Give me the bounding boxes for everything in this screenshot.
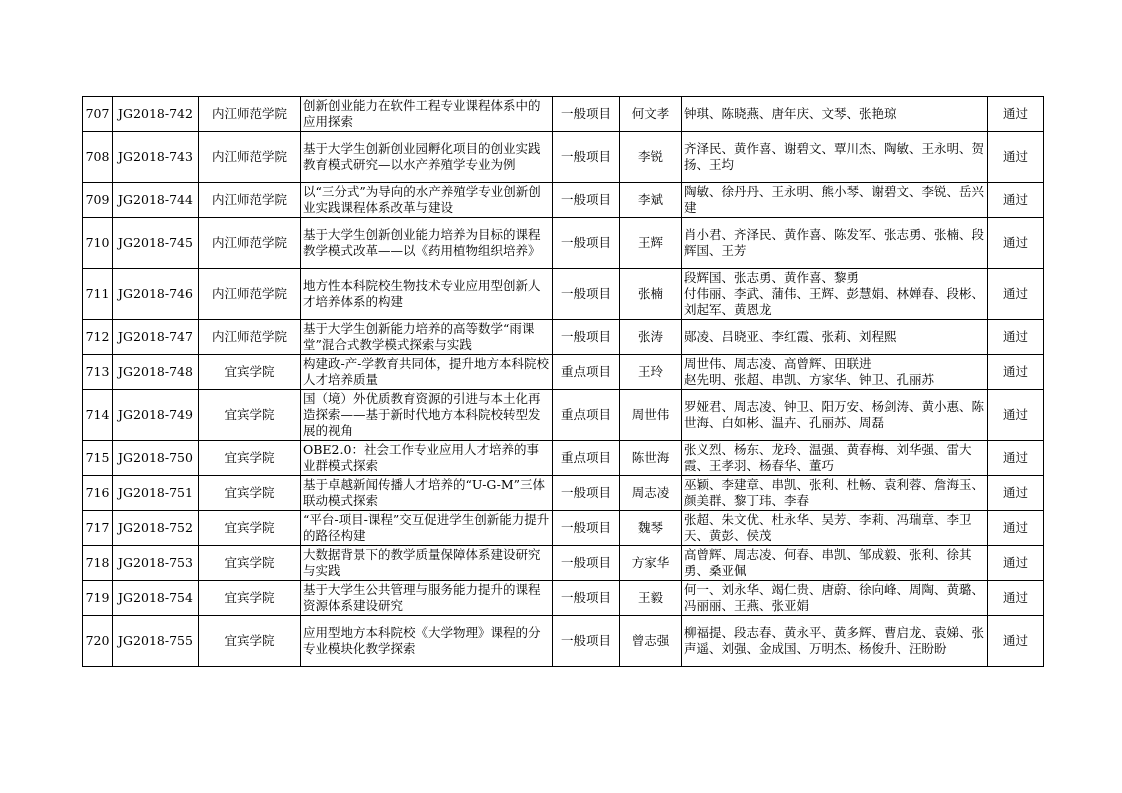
- table-row: [83, 476, 1044, 511]
- table-row: [83, 441, 1044, 476]
- project-type: 一般项目: [553, 476, 620, 511]
- project-code: JG2018-751: [113, 476, 199, 511]
- row-number: 715: [83, 441, 113, 476]
- project-type: 一般项目: [553, 269, 620, 320]
- row-number: 714: [83, 390, 113, 441]
- project-title: 基于卓越新闻传播人才培养的“U-G-M”三体联动模式探索: [301, 476, 553, 511]
- project-code: JG2018-742: [113, 97, 199, 132]
- institution-name: 内江师范学院: [199, 320, 301, 355]
- project-title: 以“三分式”为导向的水产养殖学专业创新创业实践课程体系改革与建设: [301, 183, 553, 218]
- project-type: 一般项目: [553, 511, 620, 546]
- institution-name: 宜宾学院: [199, 546, 301, 581]
- project-leader: 张楠: [620, 269, 682, 320]
- institution-name: 内江师范学院: [199, 97, 301, 132]
- project-code: JG2018-750: [113, 441, 199, 476]
- project-members: 张义烈、杨东、龙玲、温强、黄春梅、刘华强、雷大霞、王孝羽、杨春华、董巧: [682, 441, 988, 476]
- projects-table: [82, 96, 1044, 667]
- project-code: JG2018-754: [113, 581, 199, 616]
- row-number: 710: [83, 218, 113, 269]
- project-type: 重点项目: [553, 390, 620, 441]
- project-members: 钟琪、陈晓燕、唐年庆、文琴、张艳琼: [682, 97, 988, 132]
- project-members: 何一、刘永华、竭仁贵、唐蔚、徐向峰、周陶、黄璐、冯丽丽、王燕、张亚娟: [682, 581, 988, 616]
- project-code: JG2018-745: [113, 218, 199, 269]
- institution-name: 宜宾学院: [199, 476, 301, 511]
- review-result: 通过: [988, 546, 1044, 581]
- institution-name: 内江师范学院: [199, 132, 301, 183]
- project-title: 构建政-产-学教育共同体，提升地方本科院校人才培养质量: [301, 355, 553, 390]
- project-title: 基于大学生创新创业园孵化项目的创业实践教育模式研究—以水产养殖学专业为例: [301, 132, 553, 183]
- project-members: 巫颖、李建章、串凯、张利、杜畅、袁利蓉、詹海玉、颜美群、黎丁玮、李春: [682, 476, 988, 511]
- project-leader: 李锐: [620, 132, 682, 183]
- project-code: JG2018-749: [113, 390, 199, 441]
- review-result: 通过: [988, 616, 1044, 667]
- table-row: [83, 581, 1044, 616]
- table-row: [83, 511, 1044, 546]
- row-number: 712: [83, 320, 113, 355]
- project-code: JG2018-743: [113, 132, 199, 183]
- review-result: 通过: [988, 97, 1044, 132]
- row-number: 720: [83, 616, 113, 667]
- project-title: 应用型地方本科院校《大学物理》课程的分专业模块化教学探索: [301, 616, 553, 667]
- project-title: 基于大学生创新创业能力培养为目标的课程教学模式改革——以《药用植物组织培养》: [301, 218, 553, 269]
- project-title: 地方性本科院校生物技术专业应用型创新人才培养体系的构建: [301, 269, 553, 320]
- review-result: 通过: [988, 390, 1044, 441]
- project-leader: 王辉: [620, 218, 682, 269]
- table-row: [83, 269, 1044, 320]
- project-code: JG2018-747: [113, 320, 199, 355]
- project-members: 高曾辉、周志凌、何春、串凯、邹成毅、张利、徐其勇、桑亚佩: [682, 546, 988, 581]
- table-body: [83, 97, 1044, 667]
- institution-name: 宜宾学院: [199, 511, 301, 546]
- review-result: 通过: [988, 441, 1044, 476]
- project-leader: 陈世海: [620, 441, 682, 476]
- project-leader: 何文孝: [620, 97, 682, 132]
- review-result: 通过: [988, 476, 1044, 511]
- project-leader: 周志凌: [620, 476, 682, 511]
- project-members: 肖小君、齐泽民、黄作喜、陈发军、张志勇、张楠、段辉国、王芳: [682, 218, 988, 269]
- project-leader: 曾志强: [620, 616, 682, 667]
- row-number: 716: [83, 476, 113, 511]
- project-members: 柳福提、段志春、黄永平、黄多辉、曹启龙、袁娣、张声遥、刘强、金成国、万明杰、杨俊升、汪盼盼: [682, 616, 988, 667]
- project-leader: 王玲: [620, 355, 682, 390]
- institution-name: 宜宾学院: [199, 616, 301, 667]
- project-code: JG2018-746: [113, 269, 199, 320]
- project-members: 张超、朱文优、杜永华、吴芳、李莉、冯瑞章、李卫天、黄彭、侯茂: [682, 511, 988, 546]
- review-result: 通过: [988, 511, 1044, 546]
- project-code: JG2018-744: [113, 183, 199, 218]
- institution-name: 内江师范学院: [199, 269, 301, 320]
- project-type: 一般项目: [553, 97, 620, 132]
- project-members: 周世伟、周志凌、高曾辉、田联进 赵先明、张超、串凯、方家华、钟卫、孔丽苏: [682, 355, 988, 390]
- row-number: 713: [83, 355, 113, 390]
- project-title: “平台-项目-课程”交互促进学生创新能力提升的路径构建: [301, 511, 553, 546]
- institution-name: 内江师范学院: [199, 183, 301, 218]
- project-leader: 魏琴: [620, 511, 682, 546]
- project-members: 齐泽民、黄作喜、谢碧文、覃川杰、陶敏、王永明、贺扬、王均: [682, 132, 988, 183]
- table-row: [83, 616, 1044, 667]
- institution-name: 宜宾学院: [199, 441, 301, 476]
- project-type: 一般项目: [553, 581, 620, 616]
- institution-name: 宜宾学院: [199, 390, 301, 441]
- project-leader: 周世伟: [620, 390, 682, 441]
- project-title: OBE2.0：社会工作专业应用人才培养的事业群模式探索: [301, 441, 553, 476]
- institution-name: 内江师范学院: [199, 218, 301, 269]
- row-number: 719: [83, 581, 113, 616]
- institution-name: 宜宾学院: [199, 355, 301, 390]
- institution-name: 宜宾学院: [199, 581, 301, 616]
- project-code: JG2018-748: [113, 355, 199, 390]
- review-result: 通过: [988, 132, 1044, 183]
- project-members: 段辉国、张志勇、黄作喜、黎勇 付伟丽、李武、蒲伟、王辉、彭慧娟、林婵春、段彬、刘起军、黄恩龙: [682, 269, 988, 320]
- project-type: 一般项目: [553, 218, 620, 269]
- project-members: 陶敏、徐丹丹、王永明、熊小琴、谢碧文、李锐、岳兴建: [682, 183, 988, 218]
- review-result: 通过: [988, 355, 1044, 390]
- review-result: 通过: [988, 218, 1044, 269]
- project-title: 基于大学生创新能力培养的高等数学“雨课堂”混合式教学模式探索与实践: [301, 320, 553, 355]
- project-leader: 张涛: [620, 320, 682, 355]
- project-title: 大数据背景下的教学质量保障体系建设研究与实践: [301, 546, 553, 581]
- table-row: [83, 218, 1044, 269]
- table-row: [83, 132, 1044, 183]
- review-result: 通过: [988, 581, 1044, 616]
- table-row: [83, 97, 1044, 132]
- table-row: [83, 355, 1044, 390]
- row-number: 718: [83, 546, 113, 581]
- table-row: [83, 390, 1044, 441]
- project-type: 重点项目: [553, 441, 620, 476]
- project-type: 一般项目: [553, 183, 620, 218]
- row-number: 708: [83, 132, 113, 183]
- project-leader: 李斌: [620, 183, 682, 218]
- review-result: 通过: [988, 320, 1044, 355]
- project-members: 郧凌、吕晓亚、李红霞、张莉、刘程熙: [682, 320, 988, 355]
- table-row: [83, 546, 1044, 581]
- table-row: [83, 320, 1044, 355]
- project-title: 国（境）外优质教育资源的引进与本土化再造探索——基于新时代地方本科院校转型发展的视角: [301, 390, 553, 441]
- row-number: 709: [83, 183, 113, 218]
- table-row: [83, 183, 1044, 218]
- review-result: 通过: [988, 269, 1044, 320]
- project-title: 创新创业能力在软件工程专业课程体系中的应用探索: [301, 97, 553, 132]
- project-code: JG2018-753: [113, 546, 199, 581]
- row-number: 707: [83, 97, 113, 132]
- project-type: 一般项目: [553, 132, 620, 183]
- row-number: 711: [83, 269, 113, 320]
- project-type: 一般项目: [553, 320, 620, 355]
- row-number: 717: [83, 511, 113, 546]
- project-members: 罗娅君、周志凌、钟卫、阳万安、杨剑涛、黄小惠、陈世海、白如彬、温卉、孔丽苏、周磊: [682, 390, 988, 441]
- project-title: 基于大学生公共管理与服务能力提升的课程资源体系建设研究: [301, 581, 553, 616]
- project-type: 一般项目: [553, 546, 620, 581]
- project-type: 重点项目: [553, 355, 620, 390]
- project-leader: 王毅: [620, 581, 682, 616]
- review-result: 通过: [988, 183, 1044, 218]
- project-code: JG2018-755: [113, 616, 199, 667]
- project-leader: 方家华: [620, 546, 682, 581]
- project-code: JG2018-752: [113, 511, 199, 546]
- project-type: 一般项目: [553, 616, 620, 667]
